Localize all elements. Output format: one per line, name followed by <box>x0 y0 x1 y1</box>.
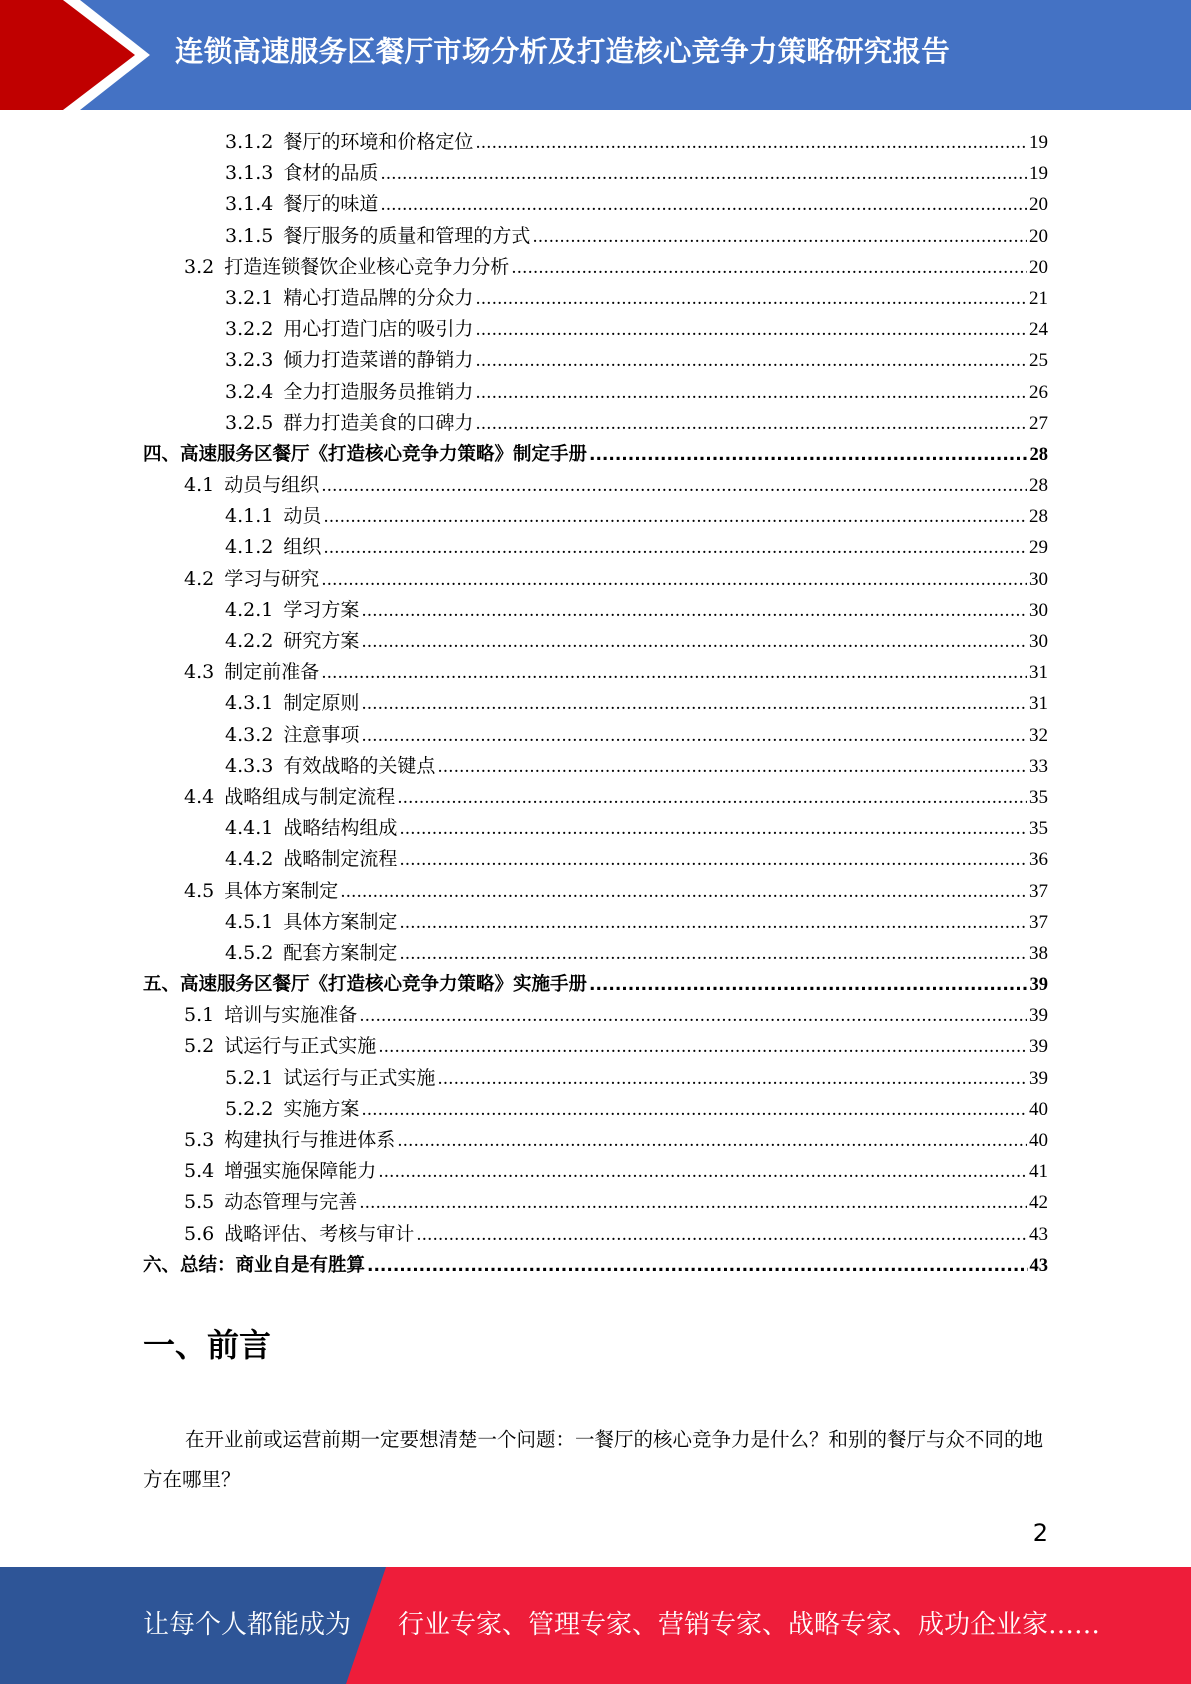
toc-entry[interactable] <box>143 720 1048 751</box>
toc-entry-page: 33 <box>1029 755 1048 777</box>
toc-entry[interactable] <box>143 626 1048 657</box>
toc-entry-label: 打造连锁餐饮企业核心竞争力分析 <box>224 255 510 278</box>
toc-dot-leader <box>378 1032 1027 1063</box>
toc-entry-number: 4.3.2 <box>225 723 274 746</box>
page-number: 2 <box>1032 1519 1048 1547</box>
toc-entry-label: 五、高速服务区餐厅《打造核心竞争力策略》实施手册 <box>143 974 588 996</box>
toc-entry-page: 31 <box>1029 693 1048 715</box>
toc-entry[interactable] <box>143 938 1048 969</box>
toc-entry-page: 32 <box>1029 724 1048 746</box>
toc-entry-number: 4.4.2 <box>225 848 274 871</box>
toc-entry-label: 倾力打造菜谱的静销力 <box>283 349 474 372</box>
toc-entry-label: 具体方案制定 <box>283 910 398 933</box>
toc-entry-number: 3.1.4 <box>225 193 274 216</box>
toc-dot-leader <box>321 471 1027 502</box>
toc-entry-page: 38 <box>1029 942 1048 964</box>
toc-entry-label: 研究方案 <box>283 630 360 652</box>
toc-entry[interactable] <box>143 158 1048 189</box>
toc-dot-leader <box>589 440 1027 471</box>
toc-dot-leader <box>397 783 1027 814</box>
toc-entry-number: 3.2.1 <box>225 286 274 309</box>
toc-dot-leader <box>397 1126 1027 1157</box>
toc-entry-label: 群力打造美食的口碑力 <box>283 411 474 434</box>
toc-entry[interactable] <box>143 470 1048 501</box>
toc-entry-label: 配套方案制定 <box>283 941 398 964</box>
toc-entry-page: 27 <box>1029 412 1048 434</box>
toc-entry-label: 精心打造品牌的分众力 <box>283 286 474 309</box>
toc-entry[interactable] <box>143 377 1048 408</box>
toc-entry[interactable] <box>143 1063 1048 1094</box>
toc-entry-label: 制定原则 <box>283 692 360 715</box>
toc-entry-label: 战略组成与制定流程 <box>224 785 396 808</box>
toc-entry-page: 20 <box>1029 225 1048 247</box>
footer-slogan-right: 行业专家、管理专家、营销专家、战略专家、成功企业家…… <box>398 1610 1101 1640</box>
page-footer <box>0 1567 1191 1684</box>
toc-entry-number: 3.2.2 <box>225 318 274 341</box>
toc-entry[interactable] <box>143 1219 1048 1250</box>
toc-entry[interactable] <box>143 876 1048 907</box>
toc-dot-leader <box>361 596 1027 627</box>
toc-entry-label: 动员与组织 <box>224 474 320 497</box>
toc-entry-label: 六、总结：商业自是有胜算 <box>143 1254 366 1276</box>
toc-entry-number: 4.2.2 <box>225 630 274 652</box>
toc-entry[interactable] <box>143 532 1048 563</box>
toc-entry-number: 4.1.2 <box>225 536 274 559</box>
toc-entry[interactable] <box>143 501 1048 532</box>
section-heading: 一、前言 <box>143 1326 272 1364</box>
toc-dot-leader <box>359 1001 1027 1032</box>
toc-entry-label: 食材的品质 <box>283 162 379 185</box>
toc-dot-leader <box>380 159 1027 190</box>
toc-entry[interactable] <box>143 1187 1048 1218</box>
toc-entry-page: 37 <box>1029 880 1048 902</box>
toc-entry-number: 3.2.5 <box>225 411 274 434</box>
toc-dot-leader <box>323 502 1027 533</box>
toc-dot-leader <box>361 721 1027 752</box>
toc-dot-leader <box>380 190 1027 221</box>
toc-entry-number: 5.2 <box>184 1035 215 1058</box>
toc-dot-leader <box>416 1220 1027 1251</box>
page-header <box>0 0 1191 110</box>
toc-entry[interactable] <box>143 1094 1048 1125</box>
toc-dot-leader <box>475 128 1027 159</box>
toc-entry[interactable] <box>143 595 1048 626</box>
toc-dot-leader <box>378 1157 1027 1188</box>
toc-entry[interactable] <box>143 657 1048 688</box>
toc-entry-number: 5.2.1 <box>225 1066 274 1089</box>
toc-entry-number: 4.5.1 <box>225 910 274 933</box>
toc-entry-page: 35 <box>1029 818 1048 840</box>
toc-entry-page: 25 <box>1029 350 1048 372</box>
toc-dot-leader <box>321 565 1027 596</box>
report-title: 连锁高速服务区餐厅市场分析及打造核心竞争力策略研究报告 <box>175 35 950 68</box>
toc-entry-page: 39 <box>1029 1036 1048 1058</box>
toc-entry-number: 5.2.2 <box>225 1097 274 1120</box>
toc-dot-leader <box>361 689 1027 720</box>
table-of-contents <box>143 127 1048 1281</box>
toc-entry-page: 40 <box>1029 1098 1048 1120</box>
toc-entry-number: 3.2.4 <box>225 380 274 403</box>
toc-entry[interactable] <box>143 221 1048 252</box>
toc-entry-label: 培训与实施准备 <box>224 1004 358 1027</box>
toc-entry-label: 动员 <box>283 505 322 528</box>
toc-dot-leader <box>475 284 1027 315</box>
toc-entry-page: 26 <box>1029 381 1048 403</box>
toc-entry-page: 28 <box>1029 506 1048 528</box>
toc-entry-label: 实施方案 <box>283 1097 360 1120</box>
toc-dot-leader <box>367 1251 1027 1282</box>
toc-dot-leader <box>361 1095 1027 1126</box>
toc-entry-page: 37 <box>1029 911 1048 933</box>
toc-entry-label: 餐厅服务的质量和管理的方式 <box>283 224 531 247</box>
toc-entry[interactable] <box>143 127 1048 158</box>
toc-entry-label: 试运行与正式实施 <box>224 1035 377 1058</box>
toc-entry-page: 39 <box>1029 1067 1048 1089</box>
toc-dot-leader <box>475 346 1027 377</box>
toc-entry-page: 19 <box>1029 132 1048 153</box>
toc-entry-label: 战略制定流程 <box>283 848 398 871</box>
toc-entry[interactable] <box>143 1031 1048 1062</box>
toc-entry-page: 42 <box>1029 1192 1048 1214</box>
toc-entry-number: 4.5 <box>184 879 215 902</box>
toc-entry-page: 41 <box>1029 1161 1048 1183</box>
toc-entry-label: 注意事项 <box>283 723 360 746</box>
toc-entry-page: 30 <box>1029 631 1048 652</box>
toc-entry-label: 战略结构组成 <box>283 817 398 840</box>
toc-entry-label: 餐厅的味道 <box>283 193 379 216</box>
toc-entry-number: 4.1 <box>184 474 215 497</box>
toc-entry-label: 增强实施保障能力 <box>224 1160 377 1183</box>
toc-entry[interactable] <box>143 844 1048 875</box>
toc-dot-leader <box>399 814 1027 845</box>
toc-entry-label: 用心打造门店的吸引力 <box>283 318 474 341</box>
toc-entry-label: 有效战略的关键点 <box>283 754 436 777</box>
toc-entry-page: 21 <box>1029 287 1048 309</box>
toc-entry-page: 43 <box>1029 1255 1048 1276</box>
toc-entry-label: 战略评估、考核与审计 <box>224 1222 415 1245</box>
toc-entry-label: 餐厅的环境和价格定位 <box>283 131 474 153</box>
toc-dot-leader <box>323 533 1027 564</box>
toc-entry-number: 4.2.1 <box>225 598 274 621</box>
toc-entry[interactable] <box>143 907 1048 938</box>
toc-dot-leader <box>475 409 1027 440</box>
toc-entry[interactable] <box>143 1000 1048 1031</box>
toc-entry[interactable] <box>143 439 1048 470</box>
toc-entry[interactable] <box>143 345 1048 376</box>
toc-dot-leader <box>475 378 1027 409</box>
toc-entry-number: 4.3.1 <box>225 692 274 715</box>
toc-entry-number: 4.5.2 <box>225 941 274 964</box>
toc-dot-leader <box>437 752 1027 783</box>
toc-entry-number: 4.3.3 <box>225 754 274 777</box>
toc-entry-label: 构建执行与推进体系 <box>224 1129 396 1151</box>
toc-entry-number: 5.6 <box>184 1222 215 1245</box>
toc-entry-page: 39 <box>1029 975 1048 996</box>
toc-entry-label: 组织 <box>283 536 322 559</box>
toc-entry-page: 43 <box>1029 1223 1048 1245</box>
toc-entry-number: 5.4 <box>184 1160 215 1183</box>
toc-dot-leader <box>340 877 1027 908</box>
toc-entry-number: 3.2.3 <box>225 349 274 372</box>
toc-entry-number: 3.1.5 <box>225 224 274 247</box>
toc-entry-page: 30 <box>1029 568 1048 590</box>
toc-entry[interactable] <box>143 564 1048 595</box>
toc-entry[interactable] <box>143 1250 1048 1281</box>
toc-entry-number: 4.4 <box>184 785 215 808</box>
toc-entry-label: 四、高速服务区餐厅《打造核心竞争力策略》制定手册 <box>143 443 588 465</box>
toc-dot-leader <box>589 970 1027 1001</box>
toc-entry[interactable] <box>143 408 1048 439</box>
toc-entry-page: 20 <box>1029 256 1048 278</box>
toc-entry-page: 29 <box>1029 537 1048 559</box>
toc-entry-page: 20 <box>1029 194 1048 216</box>
toc-entry-label: 制定前准备 <box>224 661 320 684</box>
toc-entry-number: 3.2 <box>184 255 215 278</box>
toc-entry[interactable] <box>143 252 1048 283</box>
toc-entry-label: 学习与研究 <box>224 567 320 590</box>
toc-entry-number: 5.5 <box>184 1191 215 1214</box>
toc-entry-page: 35 <box>1029 786 1048 808</box>
toc-dot-leader <box>532 222 1027 253</box>
toc-dot-leader <box>475 315 1027 346</box>
toc-entry-page: 19 <box>1029 163 1048 185</box>
toc-entry-page: 30 <box>1029 599 1048 621</box>
section-paragraph: 在开业前或运营前期一定要想清楚一个问题：一餐厅的核心竞争力是什么？和别的餐厅与众不同的地方在哪里？ <box>143 1428 1044 1491</box>
toc-entry-label: 具体方案制定 <box>224 879 339 902</box>
footer-slogan-left: 让每个人都能成为 <box>143 1610 352 1640</box>
toc-entry-number: 4.4.1 <box>225 817 274 840</box>
toc-dot-leader <box>511 253 1027 284</box>
toc-entry[interactable] <box>143 813 1048 844</box>
toc-entry[interactable] <box>143 1125 1048 1156</box>
toc-entry[interactable] <box>143 688 1048 719</box>
toc-dot-leader <box>399 908 1027 939</box>
toc-entry[interactable] <box>143 969 1048 1000</box>
toc-entry-page: 28 <box>1029 475 1048 497</box>
toc-entry-page: 31 <box>1029 662 1048 684</box>
toc-entry-number: 4.2 <box>184 567 215 590</box>
toc-dot-leader <box>321 658 1027 689</box>
toc-entry-number: 3.1.3 <box>225 162 274 185</box>
toc-entry-number: 5.1 <box>184 1004 215 1027</box>
toc-entry[interactable] <box>143 782 1048 813</box>
toc-dot-leader <box>399 845 1027 876</box>
toc-entry-label: 动态管理与完善 <box>224 1191 358 1214</box>
toc-entry-number: 5.3 <box>184 1129 215 1151</box>
toc-dot-leader <box>359 1188 1027 1219</box>
toc-entry-number: 4.3 <box>184 661 215 684</box>
toc-entry-label: 学习方案 <box>283 598 360 621</box>
toc-dot-leader <box>399 939 1027 970</box>
toc-entry[interactable] <box>143 751 1048 782</box>
header-chevron-decoration <box>0 0 150 110</box>
toc-entry[interactable] <box>143 283 1048 314</box>
toc-entry-label: 全力打造服务员推销力 <box>283 380 474 403</box>
toc-entry-number: 4.1.1 <box>225 505 274 528</box>
toc-dot-leader <box>437 1064 1027 1095</box>
toc-entry-page: 39 <box>1029 1005 1048 1027</box>
toc-entry-page: 24 <box>1029 319 1048 341</box>
toc-entry[interactable] <box>143 189 1048 220</box>
toc-entry-page: 40 <box>1029 1130 1048 1151</box>
toc-entry[interactable] <box>143 314 1048 345</box>
toc-entry-number: 3.1.2 <box>225 131 274 153</box>
toc-entry-label: 试运行与正式实施 <box>283 1066 436 1089</box>
toc-entry-page: 36 <box>1029 849 1048 871</box>
toc-entry-page: 28 <box>1029 444 1048 465</box>
toc-dot-leader <box>361 627 1027 658</box>
toc-entry[interactable] <box>143 1156 1048 1187</box>
